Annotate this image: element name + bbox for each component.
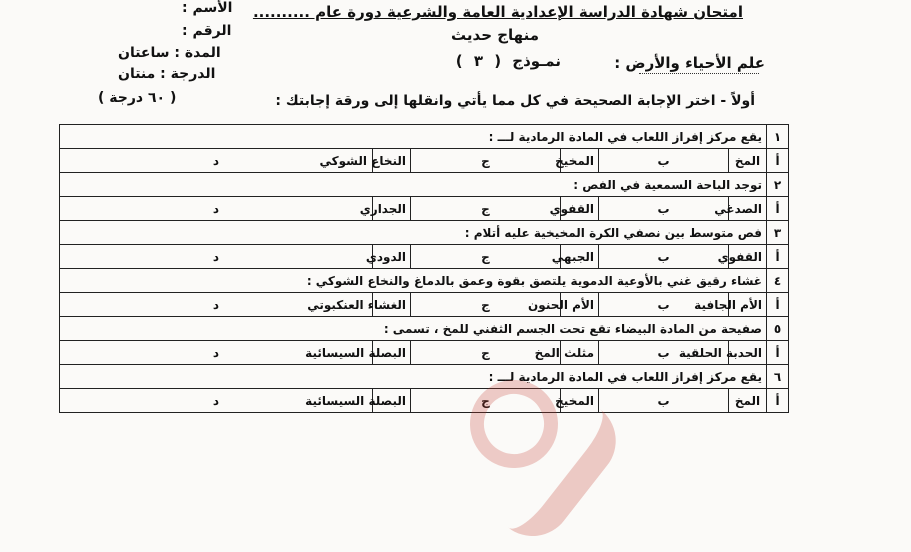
option-letter: أ bbox=[767, 245, 789, 269]
option-letter: أ bbox=[767, 293, 789, 317]
exam-title: امتحان شهادة الدراسة الإعدادية العامة والشرعية دورة عام .......... bbox=[252, 3, 743, 21]
option-letter: ج bbox=[411, 149, 561, 173]
option-answer[interactable]: البصلة السيسائية bbox=[373, 341, 411, 365]
option-letter: ب bbox=[599, 197, 729, 221]
curriculum-label: منهاج حديث bbox=[451, 26, 539, 44]
question-number: ٦ bbox=[767, 365, 789, 389]
option-letter: د bbox=[60, 197, 373, 221]
option-answer[interactable]: المخ bbox=[729, 149, 767, 173]
student-number-label: الرقم : bbox=[182, 23, 232, 39]
section-marks: ( ٦٠ درجة ) bbox=[98, 90, 177, 106]
option-letter: د bbox=[60, 341, 373, 365]
option-letter: ج bbox=[411, 245, 561, 269]
option-letter: أ bbox=[767, 389, 789, 413]
student-name-label: الأسم : bbox=[182, 0, 233, 16]
option-answer[interactable]: الغشاء العنكبوتي bbox=[373, 293, 411, 317]
question-stem-row bbox=[60, 173, 789, 197]
option-answer[interactable]: المخيخ bbox=[561, 149, 599, 173]
option-answer[interactable]: المخ bbox=[729, 389, 767, 413]
question-stem-row bbox=[60, 221, 789, 245]
option-letter: ب bbox=[599, 245, 729, 269]
option-answer[interactable]: النخاع الشوكي bbox=[373, 149, 411, 173]
question-stem-row bbox=[60, 317, 789, 341]
option-answer[interactable]: الحدبة الحلقية bbox=[729, 341, 767, 365]
exam-grade: الدرجة : منتان bbox=[118, 66, 216, 82]
option-answer[interactable]: الأم الحنون bbox=[561, 293, 599, 317]
option-letter: أ bbox=[767, 341, 789, 365]
question-stem-row bbox=[60, 125, 789, 149]
option-letter: أ bbox=[767, 149, 789, 173]
exam-duration: المدة : ساعتان bbox=[118, 45, 221, 61]
option-letter: د bbox=[60, 245, 373, 269]
question-number: ٣ bbox=[767, 221, 789, 245]
option-letter: ب bbox=[599, 389, 729, 413]
questions-table bbox=[59, 124, 789, 413]
option-letter: ج bbox=[411, 341, 561, 365]
question-stem: فص متوسط بين نصفي الكرة المخيخية عليه أتلام : bbox=[60, 221, 767, 245]
option-letter: د bbox=[60, 149, 373, 173]
question-stem: صفيحة من المادة البيضاء تقع تحت الجسم الثفني للمخ ، تسمى : bbox=[60, 317, 767, 341]
question-options-row bbox=[60, 197, 789, 221]
question-stem: توجد الباحة السمعية في الفص : bbox=[60, 173, 767, 197]
subject-label: علم الأحياء والأرض : bbox=[614, 54, 765, 72]
question-stem-row bbox=[60, 365, 789, 389]
option-letter: ب bbox=[599, 341, 729, 365]
option-letter: د bbox=[60, 389, 373, 413]
option-letter: ج bbox=[411, 389, 561, 413]
question-number: ٥ bbox=[767, 317, 789, 341]
question-options-row bbox=[60, 293, 789, 317]
option-letter: د bbox=[60, 293, 373, 317]
question-stem-row bbox=[60, 269, 789, 293]
option-letter: ج bbox=[411, 293, 561, 317]
option-answer[interactable]: القفوي bbox=[729, 245, 767, 269]
question-options-row bbox=[60, 389, 789, 413]
question-number: ٢ bbox=[767, 173, 789, 197]
option-answer[interactable]: الأم الجافية bbox=[729, 293, 767, 317]
option-letter: ب bbox=[599, 149, 729, 173]
question-number: ١ bbox=[767, 125, 789, 149]
question-options-row bbox=[60, 245, 789, 269]
option-answer[interactable]: الدودي bbox=[373, 245, 411, 269]
question-options-row bbox=[60, 341, 789, 365]
option-answer[interactable]: مثلث المخ bbox=[561, 341, 599, 365]
model-label: نمـوذج ( ٣ ) bbox=[455, 52, 561, 70]
option-answer[interactable]: الصدغي bbox=[729, 197, 767, 221]
option-answer[interactable]: الجداري bbox=[373, 197, 411, 221]
option-letter: ج bbox=[411, 197, 561, 221]
question-stem: غشاء رقيق غني بالأوعية الدموية يلتصق بقوة وعمق بالدماغ والنخاع الشوكي : bbox=[60, 269, 767, 293]
question-options-row bbox=[60, 149, 789, 173]
subject-underline bbox=[639, 73, 759, 74]
section-title: أولاً - اختر الإجابة الصحيحة في كل مما يأتي وانقلها إلى ورقة إجابتك : bbox=[275, 93, 755, 109]
question-number: ٤ bbox=[767, 269, 789, 293]
option-letter: أ bbox=[767, 197, 789, 221]
option-letter: ب bbox=[599, 293, 729, 317]
option-answer[interactable]: القفوي bbox=[561, 197, 599, 221]
question-stem: يقع مركز إفراز اللعاب في المادة الرمادية لـــ : bbox=[60, 125, 767, 149]
option-answer[interactable]: الجبهي bbox=[561, 245, 599, 269]
option-answer[interactable]: البصلة السيسائية bbox=[373, 389, 411, 413]
question-stem: يقع مركز إفراز اللعاب في المادة الرمادية لـــ : bbox=[60, 365, 767, 389]
option-answer[interactable]: المخيخ bbox=[561, 389, 599, 413]
